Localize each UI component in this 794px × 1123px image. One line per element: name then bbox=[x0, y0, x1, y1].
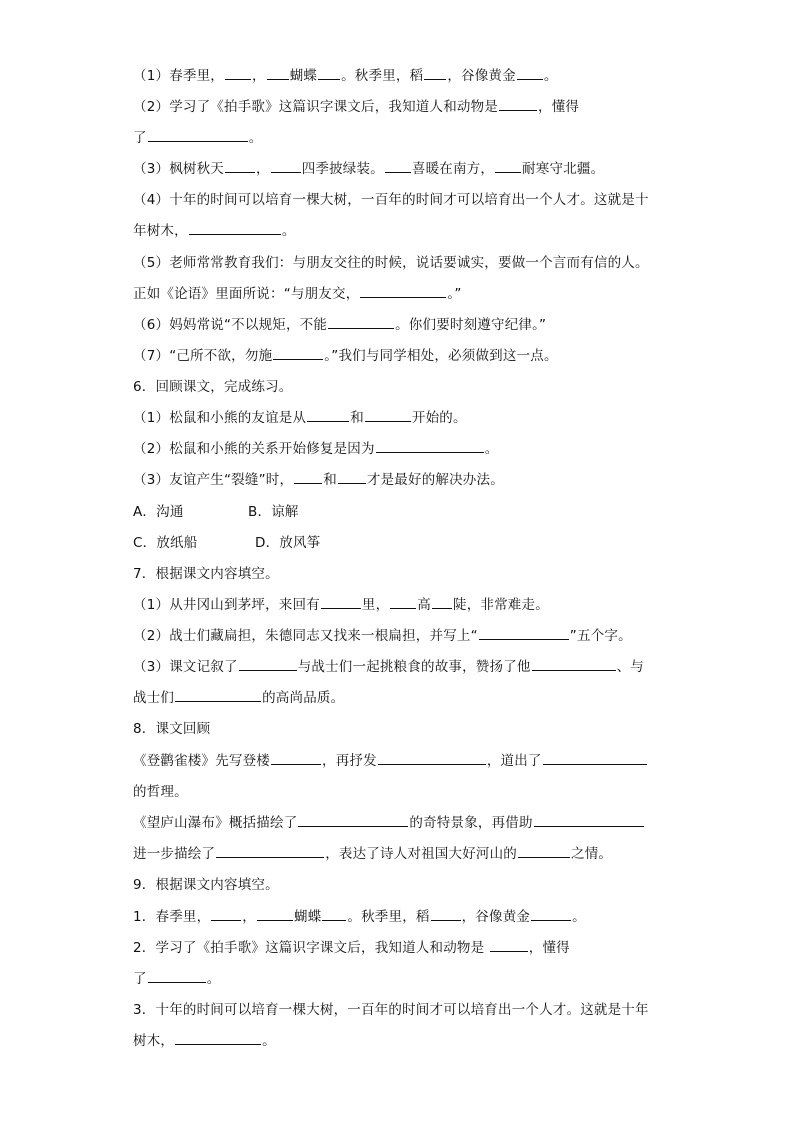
q9-item-2-cont: 了 。 bbox=[133, 971, 221, 987]
blank[interactable] bbox=[424, 66, 446, 80]
blank[interactable] bbox=[175, 688, 261, 702]
blank[interactable] bbox=[543, 751, 647, 765]
option-a[interactable]: A．沟通 bbox=[133, 504, 184, 520]
q9-item-3-cont: 树木， 。 bbox=[133, 1033, 276, 1049]
q8-poem-1: 《登鹳雀楼》先写登楼 ，再抒发 ，道出了 bbox=[133, 751, 674, 771]
option-c[interactable]: C．放纸船 bbox=[133, 535, 198, 551]
blank[interactable] bbox=[211, 907, 241, 921]
blank[interactable] bbox=[225, 66, 251, 80]
q7-heading: 7．根据课文内容填空。 bbox=[133, 566, 279, 582]
q9-item-3: 3．十年的时间可以培育一棵大树，一百年的时间才可以培育出一个人才。这就是十年 bbox=[133, 1002, 649, 1018]
q6-options-ab bbox=[133, 502, 674, 522]
q8-poem-2-cont: 进一步描绘了 ，表达了诗人对祖国大好河山的 之情。 bbox=[133, 846, 613, 862]
option-b[interactable]: B．谅解 bbox=[248, 504, 299, 520]
blank[interactable] bbox=[294, 470, 322, 484]
blank[interactable] bbox=[531, 907, 571, 921]
blank[interactable] bbox=[532, 657, 616, 671]
q5-item-2: （2）学习了《拍手歌》这篇识字课文后，我知道人和动物是 ，懂得 bbox=[133, 99, 580, 115]
blank[interactable] bbox=[365, 408, 411, 422]
blank[interactable] bbox=[534, 813, 644, 827]
blank[interactable] bbox=[322, 907, 346, 921]
blank[interactable] bbox=[385, 159, 411, 173]
blank[interactable] bbox=[376, 439, 484, 453]
blank[interactable] bbox=[318, 66, 340, 80]
blank[interactable] bbox=[338, 470, 366, 484]
q8-poem-1-cont: 的哲理。 bbox=[133, 784, 188, 800]
q5-item-6: （6）妈妈常说“不以规矩，不能 。你们要时刻遵守纪律。” bbox=[133, 317, 547, 333]
q6-heading: 6．回顾课文，完成练习。 bbox=[133, 379, 293, 395]
blank[interactable] bbox=[432, 595, 452, 609]
blank[interactable] bbox=[273, 346, 323, 360]
blank[interactable] bbox=[216, 844, 324, 858]
q7-item-1: （1）从井冈山到茅坪，来回有 里， 高 陡，非常难走。 bbox=[133, 597, 549, 613]
blank[interactable] bbox=[267, 66, 289, 80]
blank[interactable] bbox=[490, 938, 528, 952]
q5-item-3: （3）枫树秋天 ， 四季披绿装。 喜暖在南方， 耐寒守北疆。 bbox=[133, 161, 605, 177]
blank[interactable] bbox=[431, 907, 461, 921]
q7-item-2: （2）战士们藏扁担，朱德同志又找来一根扁担，并写上“ ”五个字。 bbox=[133, 628, 632, 644]
q5-item-4-cont: 年树木， 。 bbox=[133, 223, 296, 239]
q5-item-1: （1）春季里， ， 蝴蝶 。秋季里，稻 ，谷像黄金 。 bbox=[133, 68, 558, 84]
q5-item-7: （7）“己所不欲，勿施 。”我们与同学相处，必须做到这一点。 bbox=[133, 348, 558, 364]
q9-heading: 9．根据课文内容填空。 bbox=[133, 877, 279, 893]
blank[interactable] bbox=[390, 595, 416, 609]
q5-item-5: （5）老师常常教育我们：与朋友交往的时候，说话要诚实，要做一个言而有信的人。 bbox=[133, 255, 649, 271]
q9-item-2: 2．学习了《拍手歌》这篇识字课文后，我知道人和动物是 ，懂得 bbox=[133, 940, 570, 956]
blank[interactable] bbox=[271, 159, 301, 173]
q5-item-5-cont: 正如《论语》里面所说：“与朋友交， 。” bbox=[133, 286, 462, 302]
blank[interactable] bbox=[321, 595, 361, 609]
q9-item-1: 1．春季里， ， 蝴蝶 。秋季里，稻 ，谷像黄金 。 bbox=[133, 909, 586, 925]
blank[interactable] bbox=[328, 315, 394, 329]
q5-item-4: （4）十年的时间可以培育一棵大树，一百年的时间才可以培育出一个人才。这就是十 bbox=[133, 192, 649, 208]
blank[interactable] bbox=[271, 751, 321, 765]
blank[interactable] bbox=[517, 66, 543, 80]
q5-item-2-cont: 了 。 bbox=[133, 130, 263, 146]
blank[interactable] bbox=[499, 97, 537, 111]
q7-item-3-cont: 战士们 的高尚品质。 bbox=[133, 690, 345, 706]
q6-item-2: （2）松鼠和小熊的关系开始修复是因为 。 bbox=[133, 441, 499, 457]
blank[interactable] bbox=[479, 626, 569, 640]
blank[interactable] bbox=[307, 408, 349, 422]
blank[interactable] bbox=[298, 813, 408, 827]
q6-options-cd bbox=[133, 533, 674, 553]
blank[interactable] bbox=[257, 907, 293, 921]
blank[interactable] bbox=[378, 751, 486, 765]
blank[interactable] bbox=[360, 284, 446, 298]
blank[interactable] bbox=[239, 657, 297, 671]
q8-heading: 8．课文回顾 bbox=[133, 721, 211, 737]
blank[interactable] bbox=[148, 969, 206, 983]
blank[interactable] bbox=[225, 159, 255, 173]
q6-item-3: （3）友谊产生“裂缝”时， 和 才是最好的解决办法。 bbox=[133, 472, 504, 488]
q6-item-1: （1）松鼠和小熊的友谊是从 和 开始的。 bbox=[133, 410, 467, 426]
blank[interactable] bbox=[189, 221, 281, 235]
option-d[interactable]: D．放风筝 bbox=[255, 535, 321, 551]
blank[interactable] bbox=[148, 128, 248, 142]
q8-poem-2: 《望庐山瀑布》概括描绘了 的奇特景象，再借助 bbox=[133, 813, 674, 833]
blank[interactable] bbox=[518, 844, 570, 858]
blank[interactable] bbox=[175, 1031, 261, 1045]
blank[interactable] bbox=[495, 159, 521, 173]
q7-item-3: （3）课文记叙了 与战士们一起挑粮食的故事，赞扬了他 、与 bbox=[133, 659, 645, 675]
